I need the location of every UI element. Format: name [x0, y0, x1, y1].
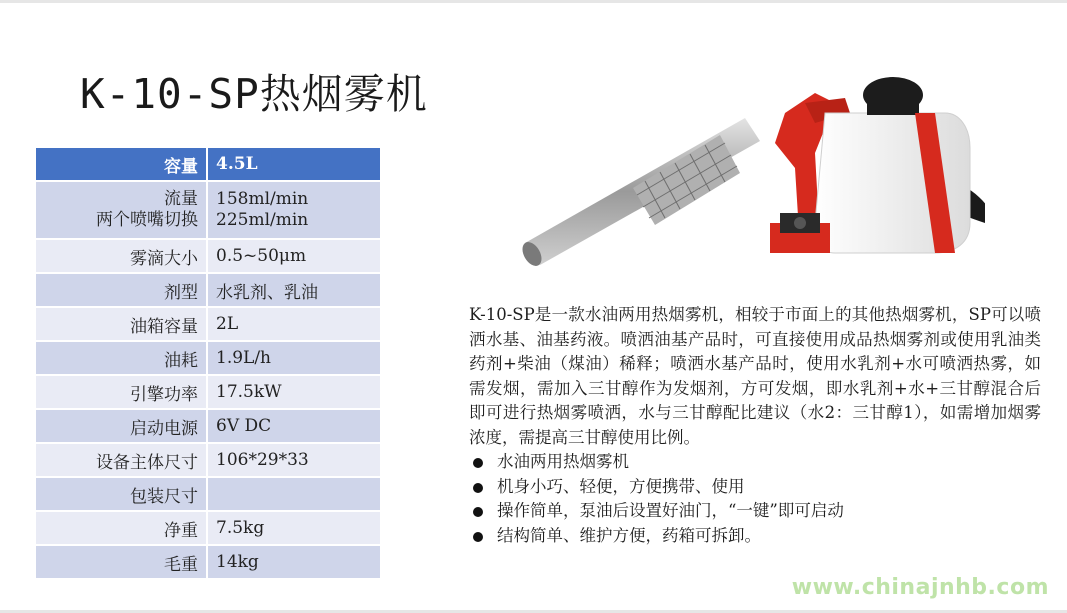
spec-key: 设备主体尺寸	[36, 443, 207, 477]
feature-text: 机身小巧、轻便，方便携带、使用	[497, 476, 745, 496]
spec-value: 7.5kg	[207, 511, 380, 545]
spec-key	[36, 181, 207, 239]
spec-value: 水乳剂、乳油	[207, 273, 380, 307]
product-description: K-10-SP是一款水油两用热烟雾机，相较于市面上的其他热烟雾机，SP可以喷洒水基、油基药液。喷洒油基产品时，可直接使用成品热烟雾剂或使用乳油类药剂+柴油（煤油）稀释；喷洒水基产品时，使用水乳剂+水可喷洒热雾，如需发烟，需加入三甘醇作为发烟剂，方可发烟，即水乳剂+水+三甘醇混合后即可进行热烟雾喷洒，水与三甘醇配比建议（水2：三甘醇1），如需增加烟雾浓度，需提高三甘醇使用比例。	[469, 305, 1041, 447]
spec-value: 17.5kW	[207, 375, 380, 409]
list-item	[469, 499, 1041, 524]
page-title: K-10-SP热烟雾机	[80, 70, 428, 118]
spec-key: 容量	[36, 148, 207, 181]
table-row	[36, 545, 380, 579]
feature-text: 操作简单，泵油后设置好油门，“一键”即可启动	[497, 501, 844, 520]
table-row	[36, 375, 380, 409]
bullet-icon	[473, 507, 483, 517]
table-row	[36, 239, 380, 273]
table-header-row	[36, 148, 380, 181]
table-row	[36, 443, 380, 477]
fogging-machine-image	[515, 73, 985, 283]
spec-key: 包装尺寸	[36, 477, 207, 511]
table-row	[36, 477, 380, 511]
spec-key: 雾滴大小	[36, 239, 207, 273]
table-row	[36, 409, 380, 443]
feature-list	[469, 450, 1041, 548]
bullet-icon	[473, 483, 483, 493]
list-item	[469, 475, 1041, 500]
spec-value: 2L	[207, 307, 380, 341]
table-row	[36, 511, 380, 545]
spec-key: 剂型	[36, 273, 207, 307]
spec-key: 毛重	[36, 545, 207, 579]
spec-value	[207, 181, 380, 239]
spec-value: 6V DC	[207, 409, 380, 443]
spec-value: 0.5~50μm	[207, 239, 380, 273]
feature-text: 水油两用热烟雾机	[497, 452, 629, 471]
spec-value	[207, 477, 380, 511]
spec-key: 油耗	[36, 341, 207, 375]
spec-key: 引擎功率	[36, 375, 207, 409]
bullet-icon	[473, 532, 483, 542]
spec-value: 4.5L	[207, 148, 380, 181]
spec-value-line: 158ml/min	[216, 189, 309, 209]
spec-value: 14kg	[207, 545, 380, 579]
spec-value-line: 225ml/min	[216, 210, 309, 230]
spec-key: 净重	[36, 511, 207, 545]
list-item	[469, 450, 1041, 475]
table-row	[36, 273, 380, 307]
spec-key-line: 两个喷嘴切换	[96, 210, 198, 230]
description-block	[469, 303, 1041, 548]
table-row	[36, 307, 380, 341]
table-row	[36, 181, 380, 239]
watermark: www.chinajnhb.com	[791, 575, 1049, 600]
feature-text: 结构简单、维护方便，药箱可拆卸。	[497, 525, 761, 545]
spec-key: 油箱容量	[36, 307, 207, 341]
table-row	[36, 341, 380, 375]
bullet-icon	[473, 458, 483, 468]
spec-table	[36, 148, 380, 580]
list-item	[469, 524, 1041, 549]
spec-key-line: 流量	[164, 189, 198, 209]
spec-value: 1.9L/h	[207, 341, 380, 375]
spec-key: 启动电源	[36, 409, 207, 443]
spec-value: 106*29*33	[207, 443, 380, 477]
